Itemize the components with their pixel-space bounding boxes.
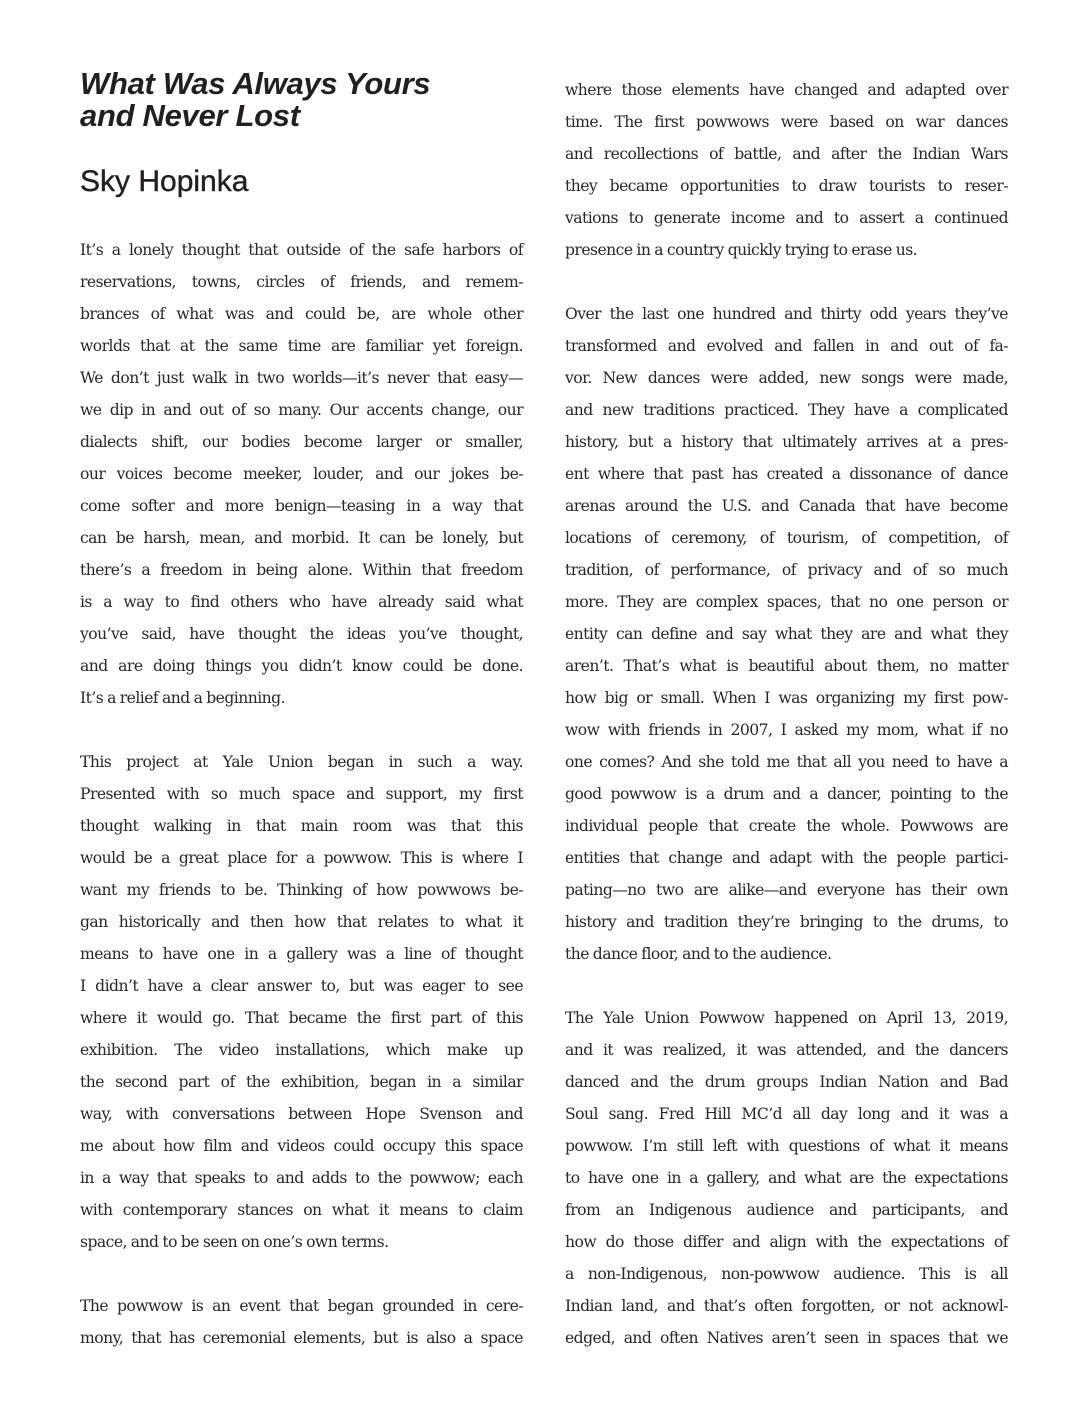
text-line: danced and the drum groups Indian Nation and Bad — [565, 1073, 1008, 1091]
text-line: the dance floor, and to the audience. — [565, 945, 832, 963]
text-line: powwow. I’m still left with questions of what it means — [565, 1137, 1008, 1155]
text-line: you’ve said, have thought the ideas you’ve thought, — [80, 625, 523, 643]
text-line: We don’t just walk in two worlds—it’s never that easy— — [80, 369, 523, 387]
text-line: means to have one in a gallery was a line of thought — [80, 945, 523, 963]
body-paragraph — [565, 1002, 1008, 1354]
text-line: aren’t. That’s what is beautiful about them, no matter — [565, 657, 1008, 675]
text-line: entities that change and adapt with the people partici- — [565, 849, 1008, 867]
text-line: they became opportunities to draw tourists to reser- — [565, 177, 1008, 195]
text-line: way, with conversations between Hope Svenson and — [80, 1105, 523, 1123]
text-line: can be harsh, mean, and morbid. It can be lonely, but — [80, 529, 523, 547]
text-line: pating—no two are alike—and everyone has their own — [565, 881, 1008, 899]
text-line: dialects shift, our bodies become larger or smaller, — [80, 433, 523, 451]
text-line: with contemporary stances on what it means to claim — [80, 1201, 523, 1219]
text-line: where those elements have changed and adapted over — [565, 81, 1008, 99]
text-line: and are doing things you didn’t know could be done. — [80, 657, 523, 675]
text-line: exhibition. The video installations, which make up — [80, 1041, 523, 1059]
text-line: It’s a lonely thought that outside of the safe harbors of — [80, 241, 523, 259]
text-line: and recollections of battle, and after the Indian Wars — [565, 145, 1008, 163]
body-paragraph — [80, 1290, 523, 1354]
text-line: is a way to find others who have already said what — [80, 593, 523, 611]
body-paragraph — [565, 298, 1008, 970]
text-line: This project at Yale Union began in such a way. — [80, 753, 523, 771]
text-line: good powwow is a drum and a dancer, pointing to the — [565, 785, 1008, 803]
text-line: reservations, towns, circles of friends, and remem- — [80, 273, 523, 291]
text-line: thought walking in that main room was that this — [80, 817, 523, 835]
text-line: transformed and evolved and fallen in and out of fa- — [565, 337, 1008, 355]
text-line: wow with friends in 2007, I asked my mom, what if no — [565, 721, 1008, 739]
text-line: Indian land, and that’s often forgotten, or not acknowl- — [565, 1297, 1008, 1315]
text-line: Over the last one hundred and thirty odd years they’ve — [565, 305, 1008, 323]
text-line: to have one in a gallery, and what are the expectations — [565, 1169, 1008, 1187]
body-paragraph — [80, 234, 523, 714]
text-line: brances of what was and could be, are whole other — [80, 305, 523, 323]
text-line: me about how film and videos could occupy this space — [80, 1137, 523, 1155]
text-line: individual people that create the whole. Powwows are — [565, 817, 1008, 835]
text-line: entity can define and say what they are and what they — [565, 625, 1008, 643]
text-line: a non-Indigenous, non-powwow audience. This is all — [565, 1265, 1008, 1283]
text-line: from an Indigenous audience and participants, and — [565, 1201, 1008, 1219]
text-line: and it was realized, it was attended, and the dancers — [565, 1041, 1008, 1059]
text-line: ent where that past has created a dissonance of dance — [565, 465, 1008, 483]
text-line: Soul sang. Fred Hill MC’d all day long and it was a — [565, 1105, 1008, 1123]
text-line: gan historically and then how that relates to what it — [80, 913, 523, 931]
article-title — [80, 68, 430, 132]
text-line: come softer and more benign—teasing in a way that — [80, 497, 523, 515]
title-line: and Never Lost — [80, 98, 300, 133]
text-line: we dip in and out of so many. Our accents change, our — [80, 401, 523, 419]
body-paragraph — [80, 746, 523, 1258]
text-line: presence in a country quickly trying to erase us. — [565, 241, 918, 259]
text-line: there’s a freedom in being alone. Within that freedom — [80, 561, 523, 579]
text-line: space, and to be seen on one’s own terms. — [80, 1233, 389, 1251]
text-line: edged, and often Natives aren’t seen in spaces that we — [565, 1329, 1008, 1347]
text-line: history, but a history that ultimately arrives at a pres- — [565, 433, 1008, 451]
text-line: would be a great place for a powwow. This is where I — [80, 849, 523, 867]
body-paragraph — [565, 74, 1008, 266]
text-line: Presented with so much space and support, my first — [80, 785, 523, 803]
text-line: and new traditions practiced. They have a complicated — [565, 401, 1008, 419]
text-line: time. The first powwows were based on war dances — [565, 113, 1008, 131]
text-line: want my friends to be. Thinking of how powwows be- — [80, 881, 523, 899]
author-name: Sky Hopinka — [80, 165, 249, 198]
text-line: mony, that has ceremonial elements, but is also a space — [80, 1329, 523, 1347]
text-line: our voices become meeker, louder, and our jokes be- — [80, 465, 523, 483]
text-line: vations to generate income and to assert a continued — [565, 209, 1008, 227]
text-line: in a way that speaks to and adds to the powwow; each — [80, 1169, 523, 1187]
text-line: more. They are complex spaces, that no one person or — [565, 593, 1008, 611]
text-line: The Yale Union Powwow happened on April 13, 2019, — [565, 1009, 1008, 1027]
text-line: I didn’t have a clear answer to, but was eager to see — [80, 977, 523, 995]
text-line: the second part of the exhibition, began in a similar — [80, 1073, 523, 1091]
text-line: how big or small. When I was organizing my first pow- — [565, 689, 1008, 707]
text-line: tradition, of performance, of privacy and of so much — [565, 561, 1008, 579]
text-line: how do those differ and align with the expectations of — [565, 1233, 1008, 1251]
title-line: What Was Always Yours — [80, 66, 431, 101]
text-line: history and tradition they’re bringing to the drums, to — [565, 913, 1008, 931]
text-line: one comes? And she told me that all you need to have a — [565, 753, 1008, 771]
text-line: where it would go. That became the first part of this — [80, 1009, 523, 1027]
text-line: The powwow is an event that began grounded in cere- — [80, 1297, 523, 1315]
text-line: vor. New dances were added, new songs were made, — [565, 369, 1008, 387]
text-line: It’s a relief and a beginning. — [80, 689, 285, 707]
text-line: locations of ceremony, of tourism, of competition, of — [565, 529, 1008, 547]
text-line: worlds that at the same time are familiar yet foreign. — [80, 337, 523, 355]
text-line: arenas around the U.S. and Canada that have become — [565, 497, 1008, 515]
